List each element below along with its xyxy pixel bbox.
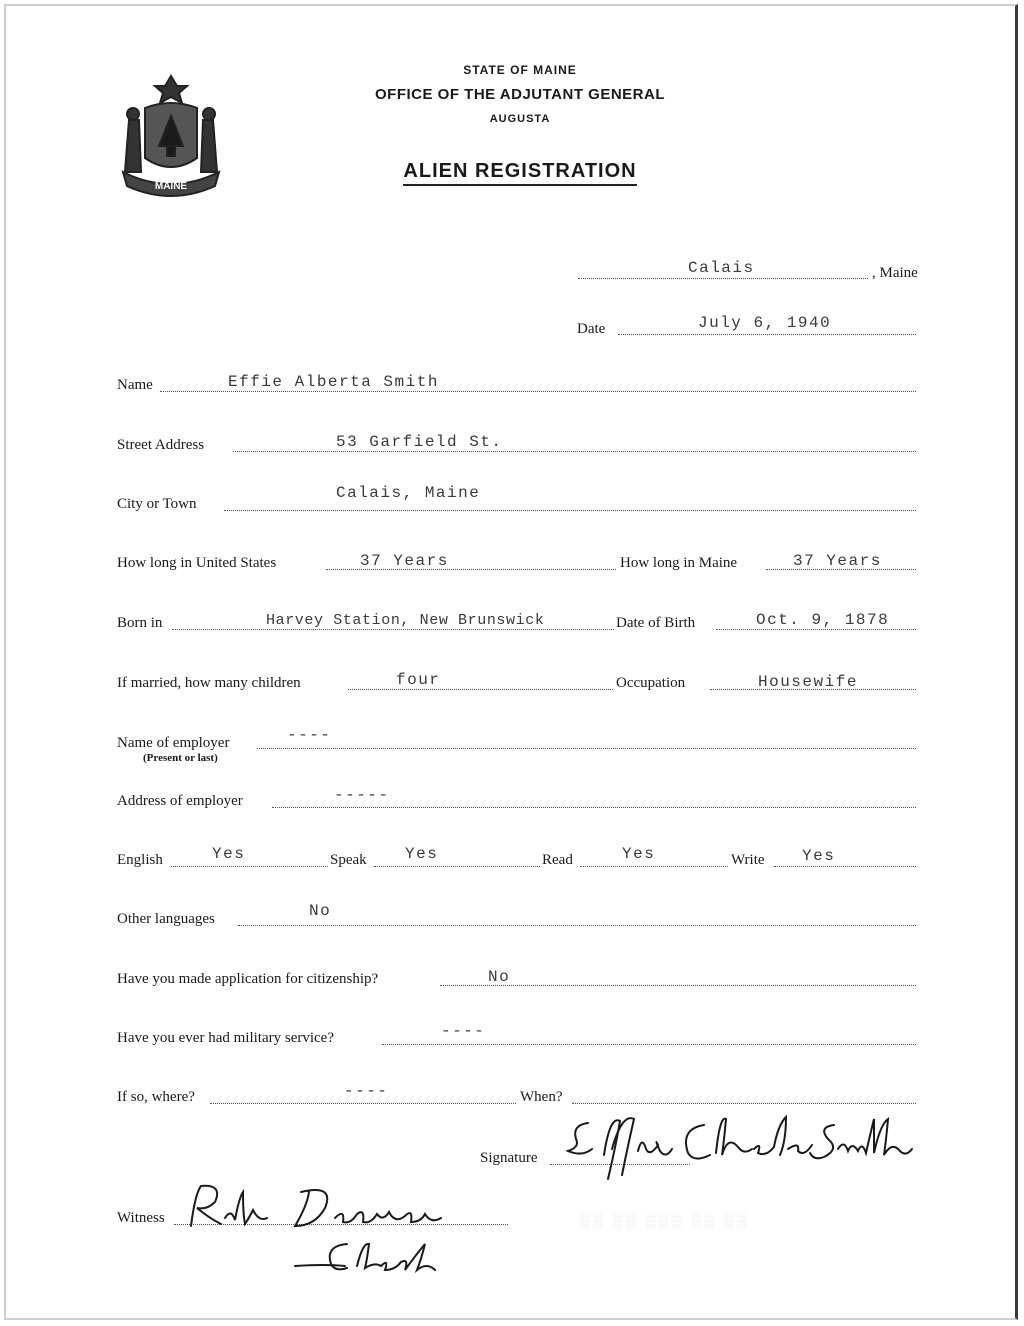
city-label: City or Town [117,496,197,512]
employer-address-label: Address of employer [117,793,243,809]
military-line [382,1044,916,1045]
citizenship-label: Have you made application for citizenship? [117,971,379,987]
employer-name-label: Name of employer [117,735,230,751]
write-line [774,866,916,867]
witness-handwriting[interactable] [175,1178,485,1234]
date-of-birth-value[interactable]: Oct. 9, 1878 [756,611,890,629]
header-city: AUGUSTA [489,113,551,125]
street-address-value[interactable]: 53 Garfield St. [336,433,503,451]
how-long-maine-value[interactable]: 37 Years [793,552,882,570]
date-value[interactable]: July 6, 1940 [698,314,832,332]
name-value[interactable]: Effie Alberta Smith [228,373,439,391]
children-value[interactable]: four [396,671,441,689]
employer-name-value[interactable]: ---- [287,726,332,744]
citizenship-line [440,985,916,986]
other-languages-label: Other languages [117,911,215,927]
employer-address-line [272,807,916,808]
born-in-label: Born in [117,615,163,631]
employer-name-sublabel: (Present or last) [143,752,218,764]
witness-title-handwriting [285,1236,445,1280]
citizenship-value[interactable]: No [488,968,511,986]
speak-value[interactable]: Yes [405,845,439,863]
other-languages-value[interactable]: No [309,902,332,920]
how-long-us-value[interactable]: 37 Years [360,552,449,570]
where-line [210,1103,516,1104]
form-title: ALIEN REGISTRATION [300,160,740,183]
born-in-value[interactable]: Harvey Station, New Brunswick [266,612,545,629]
date-of-birth-label: Date of Birth [616,615,696,631]
write-value[interactable]: Yes [802,847,836,865]
street-address-line [233,451,916,452]
read-value[interactable]: Yes [622,845,656,863]
employer-name-line [257,748,916,749]
received-stamp-ghost: ▒▒ ▒▒ ▒▒▒ ▒▒ ▒▒ [580,1212,750,1228]
header-office: OFFICE OF THE ADJUTANT GENERAL [375,86,665,103]
location-suffix: , Maine [872,265,918,281]
signature-handwriting[interactable] [548,1105,938,1185]
name-line [160,391,916,392]
city-line [224,510,916,511]
signature-label: Signature [480,1150,538,1166]
header-state: STATE OF MAINE [463,63,577,77]
born-in-line [172,629,614,630]
date-of-birth-line [716,629,916,630]
children-line [348,689,613,690]
military-value[interactable]: ---- [441,1022,486,1040]
speak-line [374,866,540,867]
english-line [171,866,328,867]
date-line [618,334,916,335]
when-line [572,1103,916,1104]
location-value[interactable]: Calais [688,259,755,277]
maine-state-seal-icon [115,72,227,200]
read-label: Read [542,852,573,868]
how-long-us-label: How long in United States [117,555,277,571]
where-value[interactable]: ---- [344,1082,389,1100]
speak-label: Speak [330,852,367,868]
svg-text:MAINE: MAINE [154,181,188,192]
street-address-label: Street Address [117,437,205,453]
military-label: Have you ever had military service? [117,1030,334,1046]
name-label: Name [117,377,153,393]
children-label: If married, how many children [117,675,301,691]
english-label: English [117,852,163,868]
english-value[interactable]: Yes [212,845,246,863]
location-line [578,278,868,279]
how-long-maine-label: How long in Maine [620,555,738,571]
write-label: Write [731,852,765,868]
when-label: When? [520,1089,563,1105]
occupation-value[interactable]: Housewife [758,673,858,691]
occupation-label: Occupation [616,675,686,691]
date-label: Date [577,321,606,337]
city-value[interactable]: Calais, Maine [336,484,481,502]
where-label: If so, where? [117,1089,195,1105]
read-line [580,866,728,867]
witness-label: Witness [117,1210,165,1226]
other-languages-line [238,925,916,926]
employer-address-value[interactable]: ----- [334,786,390,804]
